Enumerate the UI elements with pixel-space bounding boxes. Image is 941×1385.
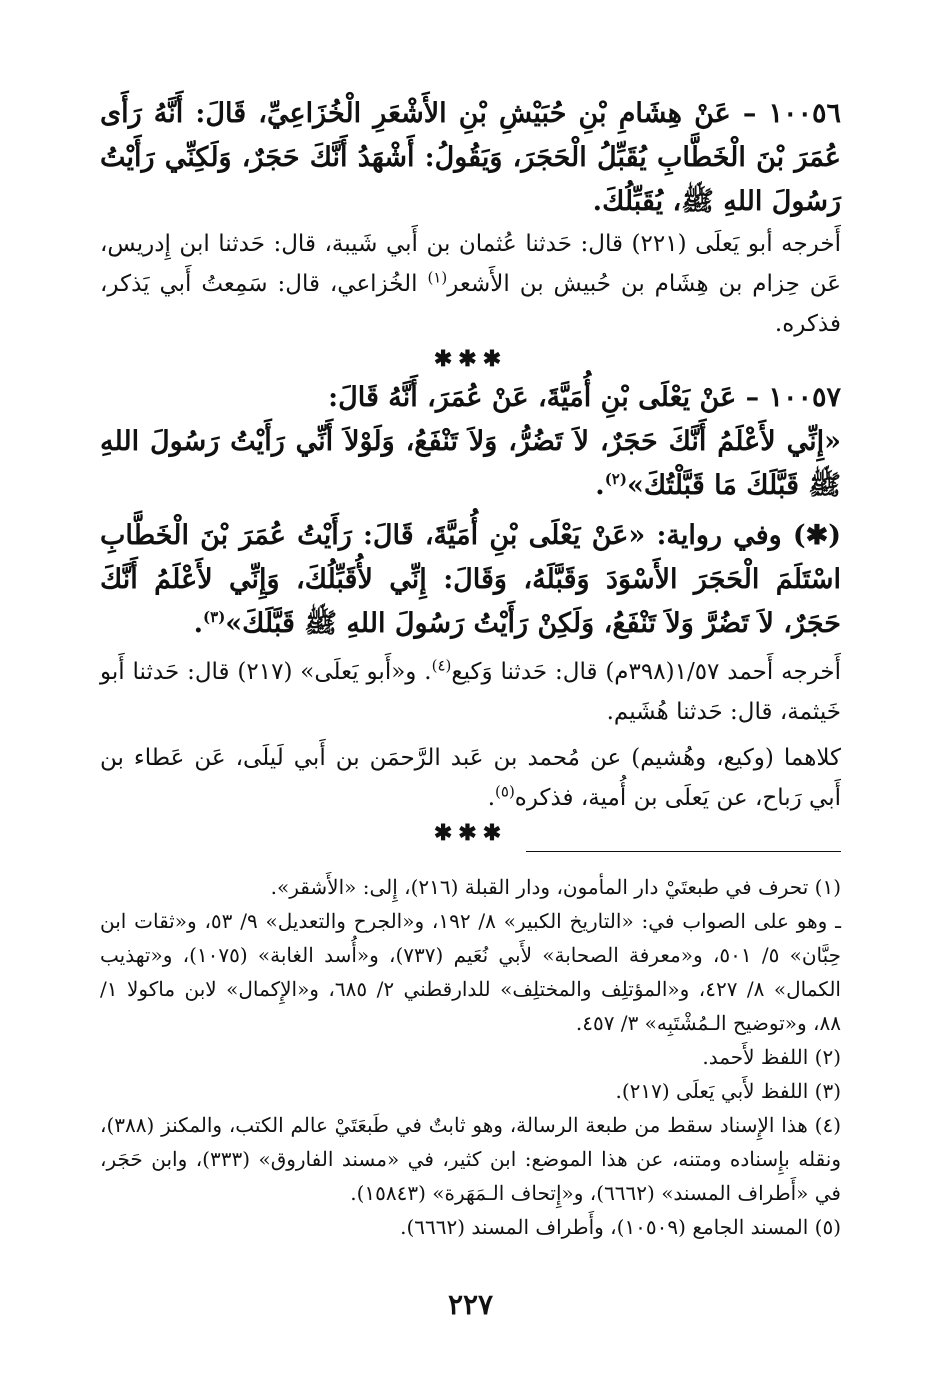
riwaya-text: (✱) وفي رواية: «عَنْ يَعْلَى بْنِ أُمَيَّةَ، قَالَ: رَأَيْتُ عُمَرَ بْنَ الْخَطَّابِ اسْتَلَمَ الْحَجَرَ الأَسْوَدَ وَقَبَّلَهُ، وَقَالَ: إِنِّي لأُقَبِّلُكَ، وَإِنِّي لأَعْلَمُ أَنَّكَ حَجَرٌ، لاَ تَضُرَّ وَلاَ تَنْفَعُ، وَلَكِنْ رَأَيْتُ رَسُولَ اللهِ ﷺ قَبَّلَكَ» [100,520,841,639]
hadith-10057-source-1 [100,652,841,732]
footnote-5: (٥) المسند الجامع (١٠٥٠٩)، وأَطراف المسند (٦٦٦٢). [400,1215,841,1239]
main-text [100,92,841,850]
source-text: كلاهما (وكيع، وهُشيم) عن مُحمد بن عَبد الرَّحمَن بن أَبي لَيلَى، عَن عَطاء بن أَبي رَباح، عن يَعلَى بن أُمية، فذكره [100,745,841,811]
hadith-10057-text: «إِنِّي لأَعْلَمُ أَنَّكَ حَجَرٌ، لاَ تَضُرُّ، وَلاَ تَنْفَعُ، وَلَوْلاَ أَنِّي رَأَيْتُ رَسُولَ اللهِ ﷺ قَبَّلَكَ مَا قَبَّلْتُكَ»$^{(٢)}$. [100,426,841,501]
source-text: . و«أَبو يَعلَى» (٢١٧) قال: حَدثنا أَبو خَيثمة، قال: حَدثنا هُشَيم. [100,659,841,725]
source-text: الخُزاعي، قال: سَمِعتُ أَبي يَذكر، فذكره. [100,271,841,337]
hadith-10056-source [100,224,841,344]
page-number: ٢٢٧ [447,1288,494,1321]
footnote-marker: (٤) [431,656,452,675]
hadith-10056-text: ١٠٠٥٦ – عَنْ هِشَامِ بْنِ حُبَيْشِ بْنِ الأَشْعَرِ الْخُزَاعِيِّ، قَالَ: أَنَّهُ رَأَى عُمَرَ بْنَ الْخَطَّابِ يُقَبِّلُ الْحَجَرَ، وَيَقُولُ: أَشْهَدُ أَنَّكَ حَجَرٌ، وَلَكِنِّي رَأَيْتُ رَسُولَ اللهِ ﷺ، يُقَبِّلُكَ. [100,98,841,217]
footnote-marker: (٢) [604,470,627,488]
footnote-divider [526,851,841,852]
footnote-2: (٢) اللفظ لأَحمد. [702,1045,841,1069]
section-separator: ✱✱✱ [433,346,508,372]
footnote-1-continued: ـ وهو على الصواب في: «التاريخ الكبير» ٨/ ١٩٢، و«الجرح والتعديل» ٩/ ٥٣، و«ثقات ابن حِبَّان» ٥/ ٥٠١، و«معرفة الصحابة» لأَبي نُعَيم (٧٣٧)، و«أُسد الغابة» (١٠٧٥)، و«تهذيب الكمال» ٨/ ٤٢٧، و«المؤتلِف والمختلِف» للدارقطني ٢/ ٦٨٥، و«الإِكمال» لابن ماكولا ١/ ٨٨، و«توضيح الـمُشْتَبِه» ٣/ ٤٥٧. [100,909,841,1035]
footnote-marker: (١) [427,268,448,287]
source-text: أَخرجه أَحمد ١/٥٧(٣٩٨م) قال: حَدثنا وَكيع [451,659,841,685]
footnote-1: (١) تحرف في طبعتَيْ دار المأمون، ودار القبلة (٢١٦)، إِلى: «الأَشقر». [270,875,841,899]
source-text: . [487,785,496,811]
source-text: أَخرجه أبو يَعلَى (٢٢١) قال: حَدثنا عُثمان بن أَبي شَيبة، قال: حَدثنا ابن إِدريس، عَن حِزام بن هِشَام بن حُبيش بن الأَشعر [100,231,841,297]
footnote-4: (٤) هذا الإِسناد سقط من طبعة الرسالة، وهو ثابتٌ في طَبعَتَيْ عالم الكتب، والمكنز (٣٨٨)، ونقله بإِسناده ومتنه، عن هذا الموضع: ابن كثير، في «مسند الفاروق» (٣٣٣)، وابن حَجَر، في «أَطراف المسند» (٦٦٦٢)، و«إِتحاف الـمَهَرة» (١٥٨٤٣). [100,1113,841,1205]
hadith-10057-head: ١٠٠٥٧ – عَنْ يَعْلَى بْنِ أُمَيَّةَ، عَنْ عُمَرَ، أَنَّهُ قَالَ: [328,382,841,413]
footnotes [100,870,841,1244]
footnote-3: (٣) اللفظ لأَبي يَعلَى (٢١٧). [615,1079,841,1103]
hadith-text: «إِنِّي لأَعْلَمُ أَنَّكَ حَجَرٌ، لاَ تَضُرُّ، وَلاَ تَنْفَعُ، وَلَوْلاَ أَنِّي رَأَيْتُ رَسُولَ اللهِ ﷺ قَبَّلَكَ مَا قَبَّلْتُكَ» [100,426,841,501]
footnote-marker: (٣) [203,608,226,626]
hadith-10057-source-2 [100,738,841,818]
section-separator: ✱✱✱ [433,820,508,846]
footnote-marker: (٥) [495,782,515,801]
hadith-10057-riwaya: (✱) وفي رواية: «عَنْ يَعْلَى بْنِ أُمَيَّةَ، قَالَ: رَأَيْتُ عُمَرَ بْنَ الْخَطَّابِ اسْتَلَمَ الْحَجَرَ الأَسْوَدَ وَقَبَّلَهُ، وَقَالَ: إِنِّي لأُقَبِّلُكَ، وَإِنِّي لأَعْلَمُ أَنَّكَ حَجَرٌ، لاَ تَضُرَّ وَلاَ تَنْفَعُ، وَلَكِنْ رَأَيْتُ رَسُولَ اللهِ ﷺ قَبَّلَكَ»$^{(٣)}$. [100,520,841,639]
